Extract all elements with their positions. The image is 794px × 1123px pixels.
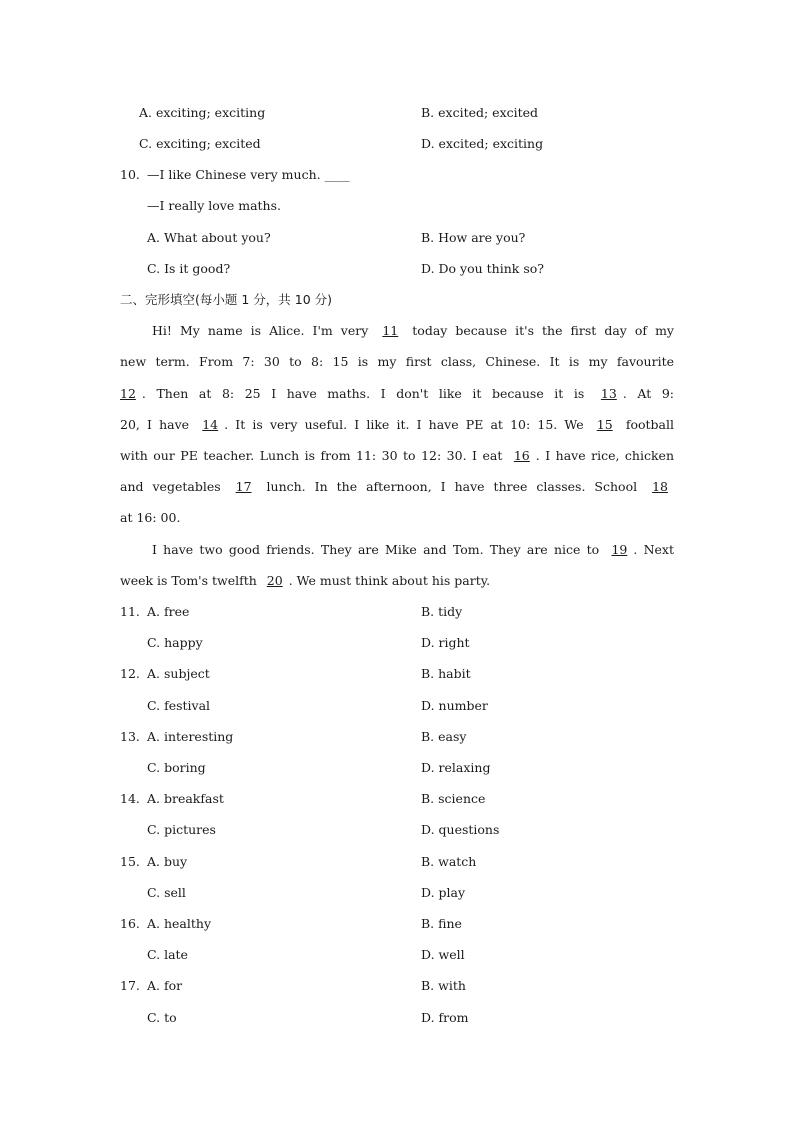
option-number: 12. (120, 666, 140, 681)
option-b: B. tidy (421, 604, 463, 619)
option-d: D. right (421, 635, 470, 650)
option-d: D. number (421, 698, 488, 713)
passage-text: . I have rice, chicken (535, 448, 674, 463)
q10-number: 10. (120, 167, 140, 182)
passage-line-7: at 16: 00. (120, 510, 181, 525)
passage-text: football (618, 417, 674, 432)
option-c: C. happy (147, 635, 203, 650)
option-a: A. free (147, 604, 190, 619)
option-number: 14. (120, 791, 140, 806)
blank-12: 12 (120, 386, 136, 401)
passage-text: . Next (633, 542, 674, 557)
q10-option-a: A. What about you? (147, 230, 271, 245)
option-d: D. questions (421, 822, 500, 837)
passage-line-4 (120, 416, 674, 434)
option-d: D. well (421, 947, 465, 962)
passage-text: with our PE teacher. Lunch is from 11: 30 to 12: 30. I eat (120, 448, 508, 463)
passage-text: I have two good friends. They are Mike and Tom. They are nice to (152, 542, 606, 557)
passage-line-9 (120, 572, 674, 590)
option-a: A. subject (147, 666, 210, 681)
blank-17: 17 (235, 479, 252, 494)
option-c: C. pictures (147, 822, 216, 837)
option-c: C. boring (147, 760, 206, 775)
option-a: A. breakfast (147, 791, 224, 806)
option-d: D. play (421, 885, 466, 900)
passage-line-6 (120, 478, 674, 496)
option-c: C. late (147, 947, 188, 962)
blank-16: 16 (513, 448, 530, 463)
passage-line-5 (120, 447, 674, 465)
option-b: B. watch (421, 854, 477, 869)
passage-text: . We must think about his party. (288, 573, 491, 588)
passage-text: . Then at 8: 25 I have maths. I don't like it because it is (141, 386, 595, 401)
q10-option-c: C. Is it good? (147, 261, 231, 276)
option-c: C. festival (147, 698, 211, 713)
passage-line-8 (120, 541, 674, 559)
option-d: D. from (421, 1010, 469, 1025)
passage-line-1 (120, 322, 674, 340)
option-number: 16. (120, 916, 140, 931)
q9-option-c: C. exciting; excited (139, 136, 261, 151)
option-number: 11. (120, 604, 140, 619)
q9-option-b: B. excited; excited (421, 105, 539, 120)
passage-text: and vegetables (120, 479, 230, 494)
option-number: 17. (120, 978, 140, 993)
passage-line-2: new term. From 7: 30 to 8: 15 is my first class, Chinese. It is my favourite (120, 354, 674, 369)
option-a: A. buy (147, 854, 188, 869)
q9-option-a: A. exciting; exciting (139, 105, 266, 120)
passage-text: . It is very useful. I like it. I have PE at 10: 15. We (224, 417, 591, 432)
option-b: B. easy (421, 729, 467, 744)
blank-18: 18 (652, 479, 668, 494)
option-b: B. science (421, 791, 486, 806)
option-a: A. for (147, 978, 183, 993)
passage-text: lunch. In the afternoon, I have three classes. School (257, 479, 647, 494)
blank-13: 13 (600, 386, 617, 401)
option-c: C. sell (147, 885, 186, 900)
blank-14: 14 (202, 417, 219, 432)
blank-11: 11 (382, 323, 399, 338)
q9-option-d: D. excited; exciting (421, 136, 544, 151)
option-number: 15. (120, 854, 140, 869)
option-number: 13. (120, 729, 140, 744)
passage-text: . At 9: (622, 386, 674, 401)
q10-option-b: B. How are you? (421, 230, 526, 245)
q10-option-d: D. Do you think so? (421, 261, 544, 276)
option-b: B. habit (421, 666, 471, 681)
q10-dialog-line-2: —I really love maths. (147, 198, 281, 213)
passage-text: 20, I have (120, 417, 197, 432)
option-d: D. relaxing (421, 760, 491, 775)
option-a: A. healthy (147, 916, 212, 931)
passage-text: Hi! My name is Alice. I'm very (152, 323, 377, 338)
blank-19: 19 (611, 542, 628, 557)
option-a: A. interesting (147, 729, 234, 744)
passage-text: week is Tom's twelfth (120, 573, 261, 588)
section-title: 二、完形填空(每小题 1 分，共 10 分) (120, 292, 333, 307)
option-c: C. to (147, 1010, 177, 1025)
passage-text: today because it's the first day of my (404, 323, 674, 338)
option-b: B. with (421, 978, 466, 993)
option-b: B. fine (421, 916, 462, 931)
q10-dialog-line-1: —I like Chinese very much. ____ (147, 167, 350, 182)
blank-15: 15 (596, 417, 613, 432)
blank-20: 20 (266, 573, 283, 588)
passage-line-3 (120, 385, 674, 403)
